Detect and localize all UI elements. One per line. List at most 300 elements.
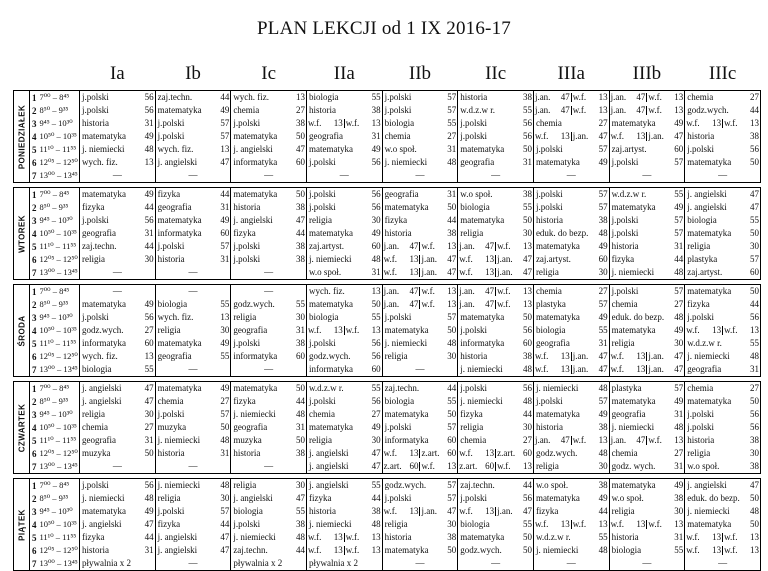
lesson-cell <box>80 240 156 253</box>
subject: godz. wych. <box>611 461 656 471</box>
lesson-cell <box>306 557 382 571</box>
subject: j.polski <box>535 396 563 406</box>
subject: w.f. <box>648 436 662 445</box>
room: 27 <box>598 286 608 296</box>
lesson-row <box>14 253 761 266</box>
room: 57 <box>447 92 457 102</box>
room: 13 <box>447 242 457 251</box>
subject: j.polski <box>157 131 185 141</box>
room: 44 <box>674 254 684 264</box>
lesson-cell <box>609 143 685 156</box>
lesson-cell <box>609 434 685 447</box>
lesson-cell <box>231 363 307 377</box>
lesson-cell <box>609 324 685 337</box>
room: 31 <box>447 144 457 154</box>
room: 44 <box>295 396 305 406</box>
room: 57 <box>674 157 684 167</box>
subject: j. niemiecki <box>233 532 276 542</box>
room: 55 <box>598 532 608 542</box>
empty-slot: — <box>491 170 501 180</box>
room: 56 <box>522 383 532 393</box>
lesson-row <box>14 337 761 350</box>
subject: biologia <box>384 118 415 128</box>
lesson-cell <box>382 531 458 544</box>
lesson-number: 3 <box>30 311 39 324</box>
lesson-cell <box>306 337 382 350</box>
room: 47 <box>447 507 457 516</box>
subject: geografia <box>535 338 570 348</box>
room: 13 <box>636 520 646 529</box>
subject: godz.wych. <box>460 545 502 555</box>
subject: w.o społ. <box>687 461 720 471</box>
lesson-cell <box>306 544 382 557</box>
lesson-cell <box>609 382 685 396</box>
subject: matematyka <box>233 383 278 393</box>
subject: w.f. <box>686 546 700 555</box>
lesson-cell <box>231 227 307 240</box>
subject: j. angielski <box>687 202 727 212</box>
lesson-time: 10⁵⁰ – 10³⁵ <box>39 227 80 240</box>
subject: j.an. <box>459 287 475 296</box>
lesson-cell <box>533 382 609 396</box>
subject: j.an. <box>383 242 400 251</box>
lesson-cell <box>609 253 685 266</box>
lesson-cell <box>231 285 307 299</box>
room: 13 <box>636 365 646 374</box>
lesson-cell <box>458 91 534 105</box>
lesson-cell <box>80 266 156 280</box>
room: 13 <box>371 326 381 335</box>
lesson-cell <box>231 350 307 363</box>
room: 47 <box>144 396 154 406</box>
lesson-cell <box>458 156 534 169</box>
lesson-cell <box>533 395 609 408</box>
lesson-cell <box>533 201 609 214</box>
lesson-cell <box>382 143 458 156</box>
subject: historia <box>535 422 563 432</box>
room: 47 <box>598 365 608 374</box>
subject: matematyka <box>157 383 202 393</box>
lesson-cell <box>231 382 307 396</box>
lesson-cell <box>458 408 534 421</box>
subject: matematyka <box>611 202 656 212</box>
room: 31 <box>220 448 230 458</box>
room: 31 <box>220 254 230 264</box>
room: 50 <box>522 545 532 555</box>
lesson-cell <box>80 188 156 202</box>
lesson-cell <box>80 324 156 337</box>
room: 48 <box>598 228 608 238</box>
lesson-cell <box>458 169 534 183</box>
subject: religia <box>308 215 332 225</box>
subject: w.f. <box>497 300 511 309</box>
subject: historia <box>687 131 715 141</box>
subject: j. niemiecki <box>82 493 125 503</box>
lesson-cell <box>382 408 458 421</box>
lesson-cell <box>609 91 685 105</box>
subject: w.f. <box>345 546 360 555</box>
subject: biologia <box>82 364 112 374</box>
room: 44 <box>295 545 305 555</box>
lesson-row <box>14 479 761 493</box>
subject: j.polski <box>460 383 488 393</box>
subject: matematyka <box>82 131 126 141</box>
lesson-cell <box>80 156 156 169</box>
lesson-cell <box>685 298 761 311</box>
lesson-number: 2 <box>30 201 39 214</box>
subject: j. angielski <box>233 215 273 225</box>
subject: informatyka <box>384 435 429 445</box>
subject: j. angielski <box>233 144 273 154</box>
lesson-time: 13⁰⁰ – 13⁴⁵ <box>39 363 80 377</box>
subject: w.f. <box>648 520 662 529</box>
lesson-cell <box>306 214 382 227</box>
room: 31 <box>371 131 381 141</box>
room: 13 <box>144 157 154 167</box>
room: 13 <box>674 106 684 115</box>
lesson-cell <box>80 130 156 143</box>
room: 55 <box>522 105 532 115</box>
subject: historia <box>460 92 488 102</box>
lesson-cell <box>306 421 382 434</box>
subject: j. angielski <box>687 480 727 490</box>
lesson-cell <box>80 518 156 531</box>
subject: j.an. <box>610 106 627 115</box>
lesson-cell <box>306 227 382 240</box>
room: 44 <box>144 241 154 251</box>
lesson-cell <box>155 557 231 571</box>
subject: w.f. <box>610 365 625 374</box>
lesson-cell <box>382 518 458 531</box>
room: 47 <box>522 507 532 516</box>
empty-slot: — <box>415 558 425 568</box>
lesson-number: 3 <box>30 505 39 518</box>
room: 47 <box>636 436 646 445</box>
lesson-cell <box>685 363 761 377</box>
room: 31 <box>295 422 305 432</box>
subject: muzyka <box>157 422 187 432</box>
timetable <box>13 58 761 571</box>
lesson-cell <box>80 311 156 324</box>
class-header: IIb <box>408 63 432 84</box>
lesson-cell <box>306 117 382 130</box>
subject: j.polski <box>611 228 639 238</box>
room: 13 <box>220 144 230 154</box>
subject: w.f. <box>724 546 738 555</box>
room: 55 <box>447 396 457 406</box>
subject: religia <box>384 351 408 361</box>
room: 49 <box>371 144 381 154</box>
lesson-cell <box>533 253 609 266</box>
lesson-cell <box>155 408 231 421</box>
subject: w.f. <box>724 326 738 335</box>
subject: j.an. <box>383 287 400 296</box>
lesson-cell <box>685 311 761 324</box>
subject: historia <box>611 532 639 542</box>
room: 49 <box>674 118 684 128</box>
room: 47 <box>636 93 646 102</box>
lesson-cell <box>685 544 761 557</box>
empty-slot: — <box>566 558 576 568</box>
lesson-cell <box>609 169 685 183</box>
subject: j.an. <box>534 106 551 115</box>
lesson-cell <box>685 350 761 363</box>
lesson-cell <box>382 447 458 460</box>
lesson-row <box>14 518 761 531</box>
lesson-cell <box>306 434 382 447</box>
lesson-cell <box>609 557 685 571</box>
room: 50 <box>522 144 532 154</box>
room: 48 <box>750 351 759 361</box>
room: 47 <box>409 300 419 309</box>
lesson-number: 6 <box>30 156 39 169</box>
lesson-cell <box>685 421 761 434</box>
room: 30 <box>598 461 608 471</box>
lesson-cell <box>231 201 307 214</box>
empty-slot: — <box>112 267 122 277</box>
day-label <box>14 285 30 377</box>
room: 44 <box>220 189 230 199</box>
lesson-cell <box>609 544 685 557</box>
subject: j.polski <box>687 422 715 432</box>
subject: historia <box>157 254 185 264</box>
subject: chemia <box>687 383 714 393</box>
subject: matematyka <box>535 409 580 419</box>
subject: matematyka <box>687 286 732 296</box>
subject: w.f. <box>421 287 435 296</box>
subject: historia <box>611 241 639 251</box>
subject: matematyka <box>308 228 353 238</box>
room: 30 <box>674 506 684 516</box>
lesson-number: 5 <box>30 337 39 350</box>
lesson-cell <box>306 382 382 396</box>
room: 49 <box>674 202 684 212</box>
room: 57 <box>220 241 230 251</box>
subject: j.polski <box>157 506 185 516</box>
lesson-cell <box>155 421 231 434</box>
subject: geografia <box>82 228 116 238</box>
subject: geografia <box>233 325 268 335</box>
lesson-time: 7⁰⁰ – 8⁴⁵ <box>39 382 80 396</box>
room: 30 <box>447 519 457 529</box>
subject: chemia <box>611 448 638 458</box>
room: 60 <box>447 435 457 445</box>
lesson-number: 5 <box>30 434 39 447</box>
lesson-cell <box>458 518 534 531</box>
lesson-cell <box>306 395 382 408</box>
lesson-cell <box>458 382 534 396</box>
lesson-cell <box>609 227 685 240</box>
subject: zaj.artyst. <box>687 267 723 277</box>
subject: w.f. <box>572 436 587 445</box>
lesson-cell <box>306 285 382 299</box>
lesson-time: 10⁵⁰ – 10³⁵ <box>39 130 80 143</box>
room: 48 <box>522 364 532 374</box>
subject: w.f. <box>572 520 587 529</box>
lesson-number: 3 <box>30 408 39 421</box>
lesson-cell <box>306 266 382 280</box>
room: 49 <box>371 228 381 238</box>
lesson-number: 6 <box>30 253 39 266</box>
lesson-cell <box>533 130 609 143</box>
subject: w.f. <box>724 119 738 128</box>
room: 57 <box>598 202 608 212</box>
subject: historia <box>460 351 488 361</box>
lesson-number: 1 <box>30 91 39 105</box>
room: 30 <box>674 338 684 348</box>
room: 50 <box>220 422 230 432</box>
subject: matematyka <box>384 202 429 212</box>
subject: j.an. <box>459 300 475 309</box>
lesson-cell <box>231 298 307 311</box>
subject: j.polski <box>82 92 109 102</box>
subject: w.f. <box>345 119 360 128</box>
room: 50 <box>522 312 532 322</box>
lesson-row <box>14 350 761 363</box>
lesson-time: 9⁴⁵ – 10³⁰ <box>39 408 80 421</box>
lesson-cell <box>80 505 156 518</box>
subject: w.f. <box>572 93 587 102</box>
lesson-time: 11¹⁰ – 11⁵⁵ <box>39 143 80 156</box>
subject: informatyka <box>82 338 126 348</box>
room: 30 <box>144 254 154 264</box>
room: 44 <box>750 299 759 309</box>
room: 55 <box>750 215 759 225</box>
lesson-cell <box>155 156 231 169</box>
lesson-cell <box>382 104 458 117</box>
subject: zaj.artyst. <box>535 254 571 264</box>
room: 48 <box>750 506 759 516</box>
lesson-row <box>14 421 761 434</box>
room: 55 <box>522 202 532 212</box>
room: 13 <box>750 326 759 335</box>
room: 48 <box>598 383 608 393</box>
subject: j.polski <box>308 338 336 348</box>
subject: j.an. <box>648 365 664 374</box>
subject: chemia <box>384 131 411 141</box>
room: 30 <box>447 351 457 361</box>
lesson-cell <box>80 201 156 214</box>
subject: j.an. <box>497 268 513 277</box>
lesson-cell <box>306 143 382 156</box>
room: 50 <box>750 157 759 167</box>
lesson-cell <box>609 311 685 324</box>
room: 50 <box>750 286 759 296</box>
subject: j. angielski <box>308 461 349 471</box>
subject: j. angielski <box>687 189 727 199</box>
subject: j.polski <box>384 92 412 102</box>
empty-slot: — <box>264 364 274 374</box>
lesson-cell <box>685 505 761 518</box>
subject: w.f. <box>534 365 549 374</box>
subject: religia <box>233 480 257 490</box>
class-header: IIc <box>485 63 507 84</box>
page-title: PLAN LEKCJI od 1 IX 2016-17 <box>257 18 511 39</box>
subject: j. niemiecki <box>308 519 352 529</box>
lesson-cell <box>609 350 685 363</box>
lesson-cell <box>458 395 534 408</box>
room: 13 <box>674 520 684 529</box>
class-header: Ia <box>109 63 125 84</box>
subject: matematyka <box>611 396 656 406</box>
room: 50 <box>447 202 457 212</box>
room: 57 <box>750 254 759 264</box>
subject: w.f. <box>345 326 360 335</box>
room: 49 <box>371 422 381 432</box>
lesson-cell <box>458 311 534 324</box>
lesson-cell <box>609 285 685 299</box>
room: 38 <box>598 480 608 490</box>
subject: j.an. <box>534 93 551 102</box>
room: 49 <box>674 480 684 490</box>
lesson-cell <box>80 492 156 505</box>
room: 13 <box>598 106 608 115</box>
lesson-cell <box>80 337 156 350</box>
subject: muzyka <box>233 435 262 445</box>
room: 50 <box>447 325 457 335</box>
room: 27 <box>447 131 457 141</box>
subject: w.f. <box>534 132 549 141</box>
lesson-number: 3 <box>30 117 39 130</box>
lesson-cell <box>231 143 307 156</box>
lesson-time: 12⁰⁵ – 12⁵⁰ <box>39 545 78 555</box>
lesson-cell <box>458 266 534 280</box>
subject: j.polski <box>82 215 109 225</box>
subject: biologia <box>308 92 339 102</box>
room: 57 <box>220 409 230 419</box>
room: 38 <box>522 92 532 102</box>
room: 60 <box>220 228 230 238</box>
lesson-cell <box>306 240 382 253</box>
lesson-cell <box>306 350 382 363</box>
subject: matematyka <box>611 325 656 335</box>
room: 31 <box>674 461 684 471</box>
room: 55 <box>220 351 230 361</box>
subject: j.an. <box>534 436 551 445</box>
subject: j.polski <box>460 325 488 335</box>
room: 31 <box>220 202 230 212</box>
empty-slot: — <box>718 558 728 568</box>
empty-slot: — <box>718 170 728 180</box>
room: 56 <box>371 338 381 348</box>
lesson-cell <box>155 201 231 214</box>
subject: matematyka <box>460 532 505 542</box>
lesson-cell <box>155 324 231 337</box>
subject: religia <box>157 493 181 503</box>
subject: j.polski <box>687 312 715 322</box>
room: 44 <box>447 215 457 225</box>
room: 57 <box>598 299 608 309</box>
room: 38 <box>295 118 305 128</box>
subject: wych. fiz. <box>233 92 270 102</box>
lesson-cell <box>533 531 609 544</box>
subject: chemia <box>308 409 335 419</box>
lesson-cell <box>231 421 307 434</box>
room: 55 <box>295 506 305 516</box>
room: 38 <box>447 228 457 238</box>
room: 13 <box>712 326 722 335</box>
room: 13 <box>485 255 495 264</box>
lesson-cell <box>382 311 458 324</box>
subject: wych. fiz. <box>308 286 345 296</box>
room: 50 <box>522 532 532 542</box>
subject: matematyka <box>460 144 505 154</box>
lesson-cell <box>382 266 458 280</box>
lesson-cell <box>458 337 534 350</box>
subject: biologia <box>460 202 490 212</box>
lesson-number: 2 <box>30 298 39 311</box>
subject: biologia <box>460 519 490 529</box>
